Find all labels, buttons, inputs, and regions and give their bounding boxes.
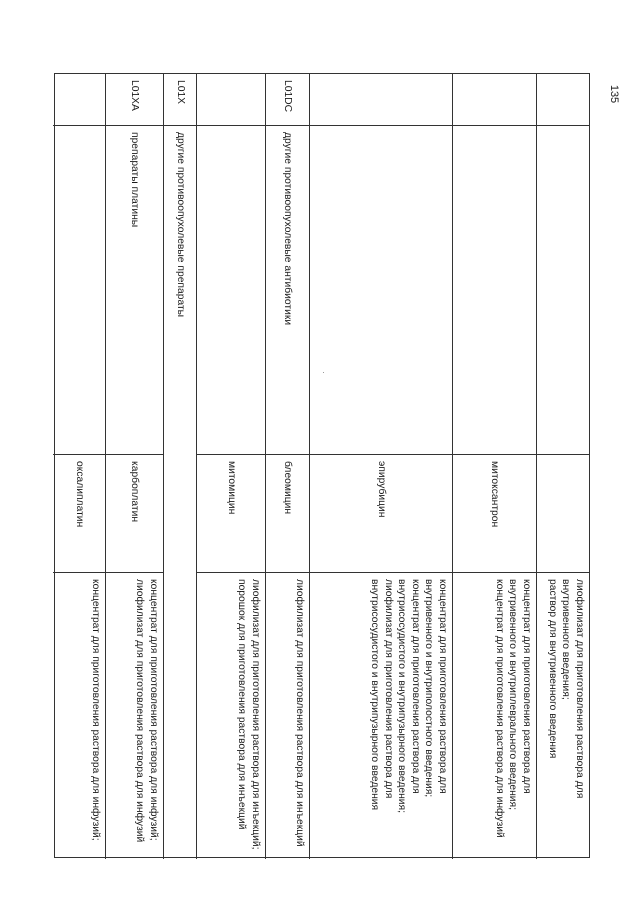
dosage-form: раствор для внутривенного введения xyxy=(546,579,558,759)
atc-code-cell xyxy=(106,74,163,125)
dosage-form: порошок для приготовления раствора для инъекций xyxy=(236,579,248,830)
group-cell xyxy=(197,125,265,454)
dosage-forms xyxy=(292,579,306,854)
drug-cell xyxy=(266,454,309,572)
dosage-form: лиофилизат для приготовления раствора для внутрисосудистого и внутрипузырного введения xyxy=(369,579,394,811)
page-number xyxy=(608,80,620,108)
dosage-form: лиофилизат для приготовления раствора для внутривенного введения; xyxy=(560,579,585,799)
drug-name: карбоплатин xyxy=(129,461,141,523)
group-name: другие противоопухолевые антибиотики xyxy=(282,132,294,326)
atc-code-cell xyxy=(164,74,196,125)
dosage-form: лиофилизат для приготовления раствора для инъекций; xyxy=(250,579,261,850)
dosage-form: лиофилизат для приготовления раствора для инъекций xyxy=(294,579,305,847)
dosage-form: концентрат для приготовления раствора для инфузий; xyxy=(148,579,159,841)
group-name: препараты платины xyxy=(129,132,141,228)
dosage-forms xyxy=(367,579,449,854)
drug-cell xyxy=(106,454,163,572)
drug-name: эпирубицин xyxy=(375,461,387,518)
dosage-form: лиофилизат для приготовления раствора для инфузий xyxy=(134,579,146,843)
dosage-form-cell xyxy=(106,572,163,859)
table-row xyxy=(310,74,453,859)
dosage-form-cell xyxy=(537,572,589,859)
dosage-forms xyxy=(492,579,533,854)
dosage-form-cell xyxy=(453,572,536,859)
group-cell xyxy=(537,125,589,454)
table-row xyxy=(537,74,589,859)
scan-speck xyxy=(323,372,324,373)
dosage-form: концентрат для приготовления раствора для внутривенного и внутриплеврального введения; xyxy=(507,579,532,810)
drug-name: оксалиплатин xyxy=(73,461,85,528)
dosage-forms xyxy=(545,579,586,854)
dosage-form-cell xyxy=(53,572,105,859)
dosage-form: концентрат для приготовления раствора для внутрисосудистого и внутрипузырного введения; xyxy=(396,579,421,813)
group-cell xyxy=(106,125,163,454)
atc-code: L01X xyxy=(174,80,186,105)
drug-cell xyxy=(197,454,265,572)
dosage-form-cell xyxy=(310,572,452,859)
drug-cell xyxy=(310,454,452,572)
medicines-table-frame xyxy=(54,73,590,858)
table-row xyxy=(106,74,164,859)
group-cell xyxy=(164,125,196,859)
drug-name: митомицин xyxy=(225,461,237,515)
medicines-table xyxy=(54,73,590,858)
table-row xyxy=(197,74,266,859)
atc-code-cell xyxy=(537,74,589,125)
atc-code-cell xyxy=(453,74,536,125)
dosage-form: концентрат для приготовления раствора для инфузий xyxy=(493,579,505,838)
table-row xyxy=(266,74,310,859)
atc-code-cell xyxy=(310,74,452,125)
drug-cell xyxy=(53,454,105,572)
drug-name: митоксантрон xyxy=(489,461,501,528)
atc-code: L01XA xyxy=(129,80,141,111)
table-row xyxy=(53,74,106,859)
drug-cell xyxy=(453,454,536,572)
atc-code-cell xyxy=(197,74,265,125)
dosage-forms xyxy=(235,579,262,854)
dosage-forms xyxy=(133,579,160,854)
group-cell xyxy=(453,125,536,454)
group-cell xyxy=(266,125,309,454)
table-row xyxy=(453,74,537,859)
drug-cell xyxy=(537,454,589,572)
atc-code-cell xyxy=(53,74,105,125)
atc-code-cell xyxy=(266,74,309,125)
dosage-form: концентрат для приготовления раствора для внутривенного и внутриполостного введения; xyxy=(423,579,448,798)
dosage-form: концентрат для приготовления раствора для инфузий; xyxy=(90,579,101,841)
table-row xyxy=(164,74,197,859)
group-cell xyxy=(53,125,105,454)
atc-code: L01DC xyxy=(282,80,294,113)
group-cell xyxy=(310,125,452,454)
dosage-form-cell xyxy=(197,572,265,859)
dosage-forms xyxy=(88,579,102,854)
drug-name: блеомицин xyxy=(282,461,294,515)
page-number-text: 135 xyxy=(608,84,620,104)
group-name: другие противоопухолевые препараты xyxy=(174,132,186,318)
dosage-form-cell xyxy=(266,572,309,859)
